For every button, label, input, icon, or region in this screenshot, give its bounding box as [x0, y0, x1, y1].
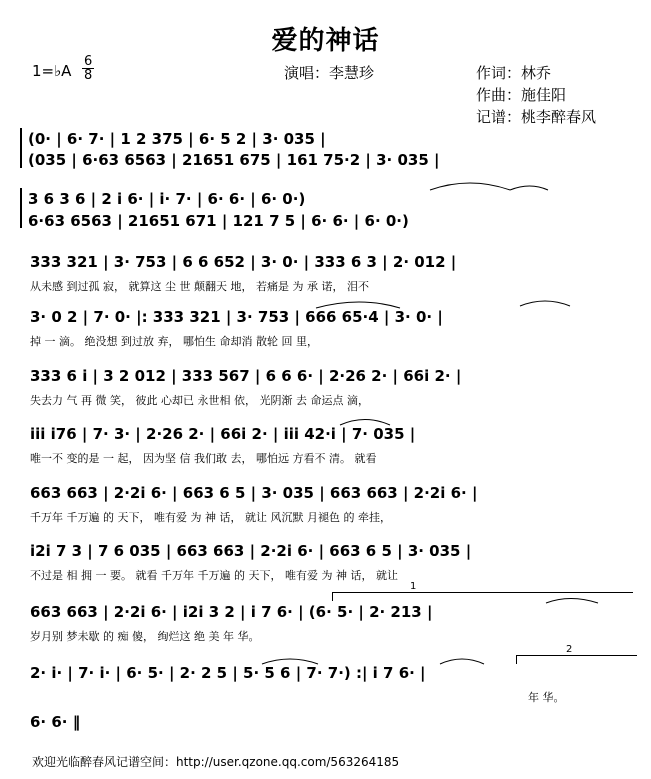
intro-staff-2-bottom: 6·63 6563 | 21651 671 | 121 7 5 | 6· 6· | 6· 0·) — [28, 212, 409, 230]
score-row-3-lyrics: 失去力 气 再 微 笑， 彼此 心却已 永世相 依， 光阴渐 去 命运点 滴， — [30, 394, 369, 407]
second-ending-number: 2 — [566, 644, 573, 655]
score-row-1-lyrics: 从未感 到过孤 寂， 就算这 尘 世 颠翻天 地， 若痛是 为 承 诺， 泪不 — [30, 280, 369, 293]
composer-credit: 作曲：施佳阳 — [476, 86, 567, 104]
lyricist-credit: 作词：林乔 — [476, 64, 552, 82]
score-row-8-notes: 2· i· | 7· i· | 6· 5· | 2· 2 5 | 5· 5 6 | 7· 7·) :| i 7 6· | — [30, 664, 426, 682]
song-title: 爱的神话 — [271, 26, 380, 56]
intro-staff-2-top: 3 6 3 6 | 2 i 6· | i· 7· | 6· 6· | 6· 0·) — [28, 190, 306, 208]
score-row-7-lyrics: 岁月别 梦未歇 的 痴 傻， 绚烂这 绝 美 年 华。 — [30, 630, 260, 643]
score-row-8-lyrics: 年 华。 — [528, 691, 565, 704]
intro-staff-1-bottom: (035 | 6·63 6563 | 21651 675 | 161 75·2 | 3· 035 | — [28, 151, 440, 169]
score-row-5-notes: 663 663 | 2·2i 6· | 663 6 5 | 3· 035 | 663 663 | 2·2i 6· | — [30, 484, 478, 502]
score-row-9-notes: 6· 6· ‖ — [30, 713, 81, 731]
score-row-3-notes: 333 6 i | 3 2 012 | 333 567 | 6 6 6· | 2·26 2· | 66i 2· | — [30, 367, 462, 385]
score-row-6-lyrics: 不过是 相 拥 一 要。 就看 千万年 千万遍 的 天下， 唯有爱 为 神 话， 就让 — [30, 569, 398, 582]
first-ending-number: 1 — [410, 581, 417, 592]
score-row-4-notes: iii i76 | 7· 3· | 2·26 2· | 66i 2· | iii 42·i | 7· 035 | — [30, 425, 416, 443]
score-row-5-lyrics: 千万年 千万遍 的 天下， 唯有爱 为 神 话， 就让 风沉默 月褪色 的 牵挂， — [30, 511, 391, 524]
transcriber-credit: 记谱：桃李醉春风 — [476, 108, 597, 126]
score-row-1-notes: 333 321 | 3· 753 | 6 6 652 | 3· 0· | 333 6 3 | 2· 012 | — [30, 253, 457, 271]
score-row-2-notes: 3· 0 2 | 7· 0· |: 333 321 | 3· 753 | 666 65·4 | 3· 0· | — [30, 308, 443, 326]
score-row-2-lyrics: 掉 一 滴。 绝没想 到过放 弃， 哪怕生 命却消 散轮 回 里， — [30, 335, 318, 348]
singer-credit: 演唱：李慧珍 — [284, 64, 375, 82]
time-signature-numerator: 6 — [84, 54, 93, 69]
time-signature-denominator: 8 — [84, 68, 93, 83]
key-signature: 1=♭A — [32, 62, 72, 80]
score-row-6-notes: i2i 7 3 | 7 6 035 | 663 663 | 2·2i 6· | 663 6 5 | 3· 035 | — [30, 542, 472, 560]
score-row-4-lyrics: 唯一不 变的是 一 起， 因为坚 信 我们敢 去， 哪怕远 方看不 清。 就看 — [30, 452, 377, 465]
footer-credit: 欢迎光临醉春风记谱空间：http://user.qzone.qq.com/563264185 — [32, 755, 400, 769]
score-row-7-notes: 663 663 | 2·2i 6· | i2i 3 2 | i 7 6· | (6· 5· | 2· 213 | — [30, 603, 433, 621]
intro-staff-1-top: (0· | 6· 7· | 1 2 375 | 6· 5 2 | 3· 035 | — [28, 130, 326, 148]
